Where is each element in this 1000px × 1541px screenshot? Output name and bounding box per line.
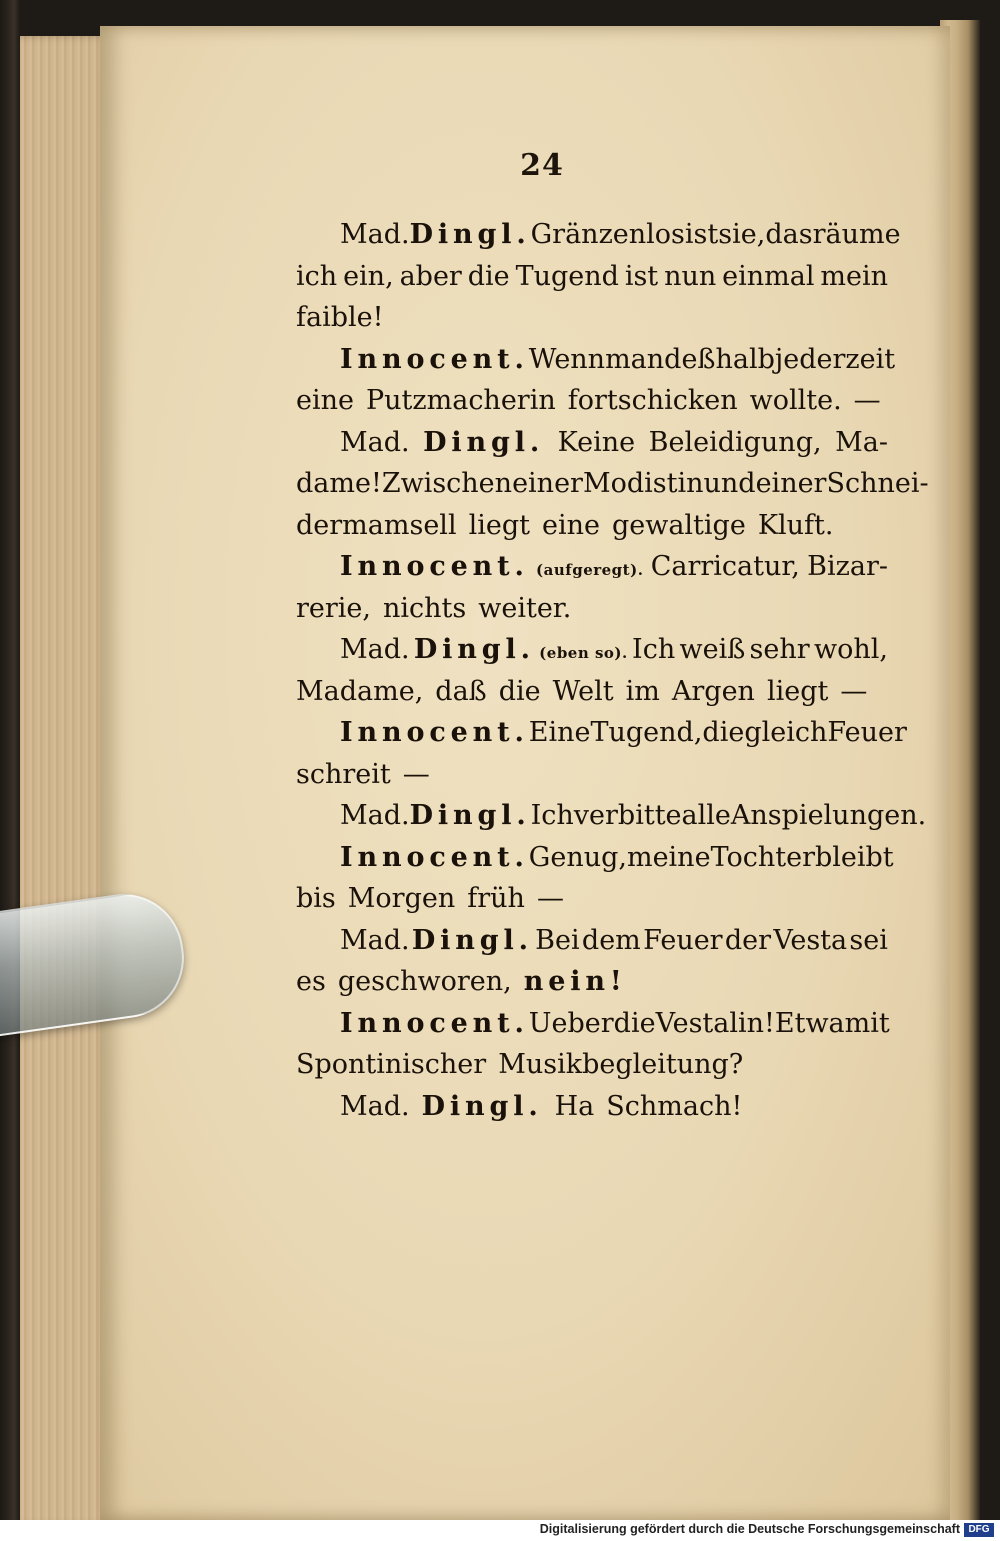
speaker-name: Dingl. [423, 426, 545, 458]
text-line [296, 588, 888, 630]
text-word: das [765, 219, 813, 250]
speaker-name: Dingl. [413, 634, 535, 665]
text-word: — [853, 385, 881, 416]
text-word: rerie, [296, 592, 371, 624]
text-line [296, 712, 907, 754]
text-line [296, 463, 929, 505]
text-word: Kluft. [757, 509, 834, 541]
text-word: es [296, 966, 326, 997]
text-word: die [498, 675, 541, 707]
speaker-name: Dingl. [409, 800, 531, 831]
text-word: sei [849, 924, 888, 956]
text-line [296, 297, 888, 339]
text-word: Tugend, [590, 717, 703, 748]
text-word: Gränzenlos [530, 219, 685, 250]
text-word: geschworen, [337, 966, 512, 997]
text-word: dem [581, 924, 641, 956]
text-word: im [625, 675, 660, 707]
text-word: schreit [296, 758, 391, 790]
page-text [296, 214, 929, 1127]
text-word: Mad. [340, 924, 410, 956]
text-word: Eine [528, 717, 591, 748]
text-word: einer [755, 468, 827, 499]
text-word: Modistin [582, 468, 704, 499]
text-word: Argen [671, 675, 755, 707]
text-word: Wenn [528, 343, 606, 375]
text-word: Spontinischer [296, 1049, 487, 1080]
text-word: — [536, 883, 564, 914]
text-line [296, 339, 896, 381]
text-word: Ich [530, 800, 574, 831]
text-line [296, 1003, 888, 1045]
text-word: Tugend [515, 260, 619, 292]
speaker-name: Dingl. [411, 924, 533, 956]
text-word: Tochter [710, 841, 815, 873]
text-word: faible! [296, 302, 384, 333]
text-line [296, 1044, 888, 1086]
text-word: bis [296, 883, 336, 914]
text-word: einer [512, 468, 583, 499]
text-word: Ueber [528, 1007, 614, 1039]
text-word: und [703, 468, 756, 499]
text-word: eine [296, 385, 354, 416]
page-number: 24 [520, 148, 564, 183]
text-line [296, 878, 888, 920]
text-word: weiß [679, 634, 746, 665]
text-word: die [613, 1007, 656, 1039]
text-line [296, 920, 888, 962]
text-word: Ha [554, 1090, 595, 1122]
speaker-name: Dingl. [409, 219, 531, 250]
stage-direction: (eben so). [539, 644, 628, 662]
text-word: bleibt [814, 841, 894, 873]
text-word: ein, [343, 260, 394, 292]
text-word: Mad. [340, 800, 410, 831]
text-word: Ich [632, 634, 676, 665]
text-word: jederzeit [774, 343, 896, 375]
text-word: Putzmacherin [365, 385, 556, 416]
dfg-logo: DFG [964, 1523, 994, 1537]
text-word: Feuer [643, 924, 723, 956]
text-word: wollte. [749, 385, 842, 416]
footer-bar [0, 1520, 1000, 1541]
text-word: die [702, 717, 745, 748]
page-edge-stack [20, 36, 110, 1520]
text-word: der [724, 924, 772, 956]
text-line [296, 961, 888, 1003]
speaker-name: Innocent. [340, 343, 529, 375]
text-word: Mad. [340, 219, 410, 250]
text-line [296, 214, 901, 256]
speaker-name: Dingl. [421, 1090, 543, 1122]
text-word: einmal [722, 260, 815, 292]
text-word: eine [541, 509, 600, 541]
text-word: man [605, 343, 665, 375]
text-word: Carricatur, [650, 551, 800, 582]
text-line [296, 671, 888, 713]
text-line [296, 1086, 888, 1128]
text-line [296, 837, 894, 879]
speaker-name: Innocent. [340, 551, 529, 582]
text-word: Ma- [835, 426, 888, 458]
text-word: Keine [557, 426, 636, 458]
text-word: weiter. [478, 592, 572, 624]
text-word: Schmach! [606, 1090, 743, 1122]
text-word: Bizar- [807, 551, 888, 582]
text-line [296, 754, 888, 796]
speaker-name: nein! [523, 966, 627, 997]
text-word: gewaltige [611, 509, 746, 541]
text-word: mit [844, 1007, 890, 1039]
text-word: wohl, [813, 634, 888, 665]
text-word: gleich [744, 717, 828, 748]
text-word: nun [664, 260, 717, 292]
text-word: daß [435, 675, 487, 707]
text-line [296, 256, 888, 298]
text-word: Vesta [773, 924, 848, 956]
text-word: Zwischen [381, 468, 513, 499]
text-word: sie, [718, 219, 766, 250]
text-line [296, 546, 888, 588]
text-word: Anspielungen. [730, 800, 927, 831]
text-word: Beleidigung, [648, 426, 822, 458]
text-word: Madame, [296, 675, 424, 707]
text-word: Etwa [774, 1007, 845, 1039]
text-word: meine [626, 841, 711, 873]
footer-credit: Digitalisierung gefördert durch die Deutsche Forschungsgemeinschaft [539, 1522, 960, 1536]
text-word: Schnei- [826, 468, 929, 499]
text-line [296, 422, 888, 464]
text-word: mein [820, 260, 888, 292]
text-word: dermamsell [296, 509, 457, 541]
text-word: Genug, [528, 841, 627, 873]
speaker-name: Innocent. [340, 841, 529, 873]
text-word: ist [684, 219, 719, 250]
text-word: früh [467, 883, 525, 914]
text-word: ist [624, 260, 659, 292]
text-word: dame! [296, 468, 382, 499]
text-line [296, 505, 888, 547]
text-word: fortschicken [567, 385, 738, 416]
text-word: Bei [535, 924, 580, 956]
text-word: — [840, 675, 868, 707]
text-word: die [467, 260, 510, 292]
text-line [296, 795, 927, 837]
text-word: räume [812, 219, 901, 250]
text-word: Welt [552, 675, 614, 707]
text-word: Mad. [340, 634, 410, 665]
text-word: Musikbegleitung? [498, 1049, 744, 1080]
text-word: aber [399, 260, 462, 292]
stage-direction: (aufgeregt). [536, 561, 644, 579]
text-line [296, 629, 888, 671]
text-word: Mad. [340, 1090, 410, 1122]
text-line [296, 380, 888, 422]
text-word: sehr [749, 634, 810, 665]
text-word: ich [296, 260, 338, 292]
text-word: verbitte [573, 800, 682, 831]
text-word: — [402, 758, 430, 790]
speaker-name: Innocent. [340, 717, 529, 748]
text-word: Feuer [827, 717, 907, 748]
text-word: Mad. [340, 426, 410, 458]
text-word: deßhalb [664, 343, 775, 375]
text-word: liegt [766, 675, 829, 707]
text-word: Vestalin! [655, 1007, 775, 1039]
text-word: alle [681, 800, 731, 831]
text-word: nichts [383, 592, 467, 624]
text-word: liegt [468, 509, 530, 541]
text-word: Morgen [347, 883, 456, 914]
speaker-name: Innocent. [340, 1007, 529, 1039]
